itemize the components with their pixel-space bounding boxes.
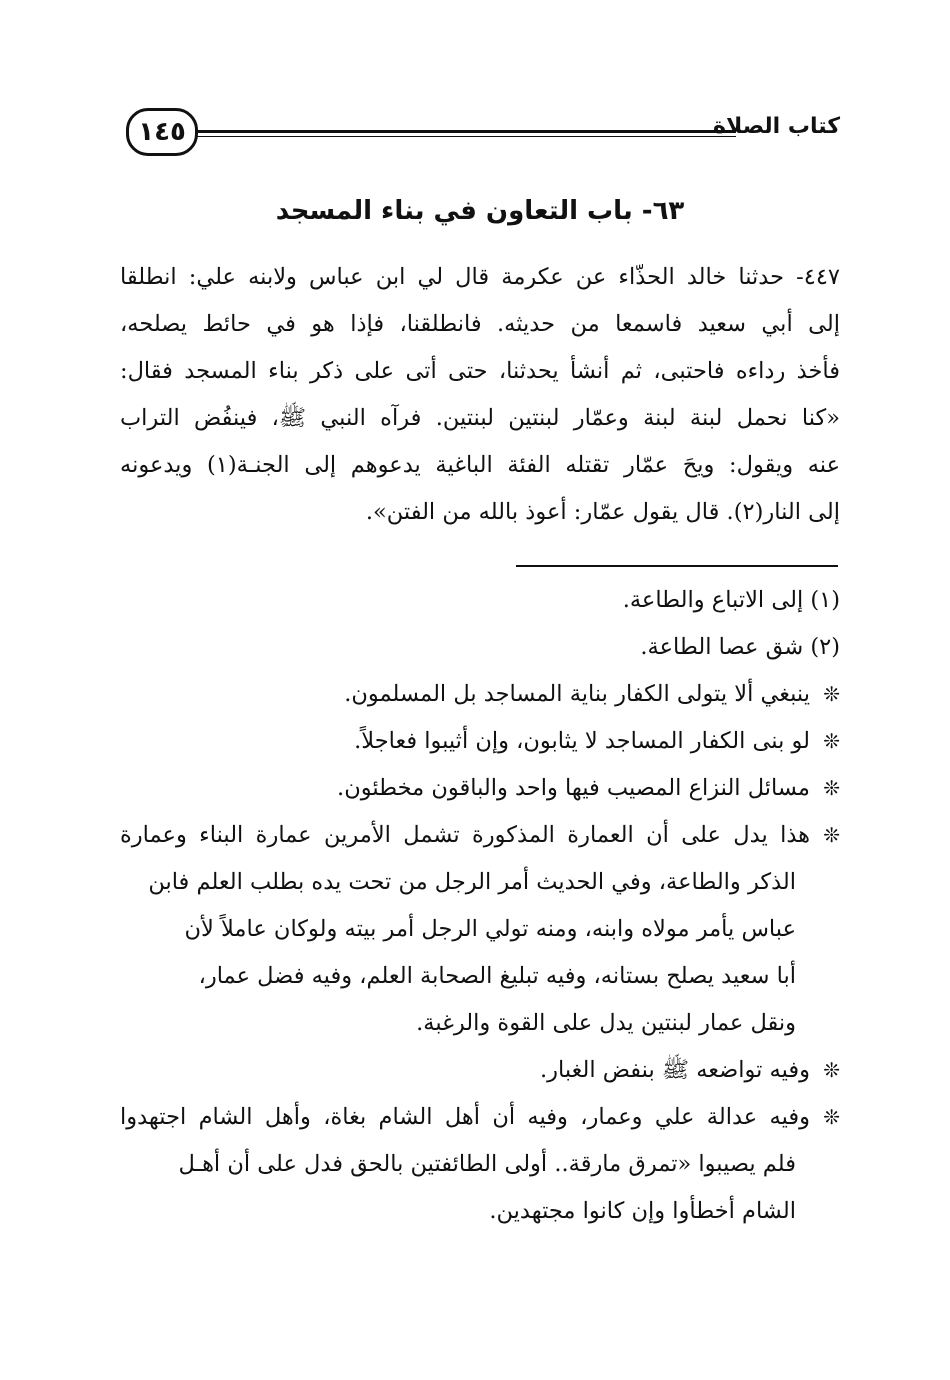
note-line: لو بنى الكفار المساجد لا يثابون، وإن أثيبوا فعاجلاً. (354, 728, 810, 754)
notes-section (120, 577, 840, 1235)
note-item (120, 765, 840, 812)
note-line: الذكر والطاعة، وفي الحديث أمر الرجل من تحت يده بطلب العلم فابن (148, 869, 796, 895)
note-line: مسائل النزاع المصيب فيها واحد والباقون مخطئون. (337, 775, 810, 801)
hadith-line: عنه ويقول: ويحَ عمّار تقتله الفئة الباغية يدعوهم إلى الجنـة(١) ويدعونه (120, 452, 840, 478)
note-line: أبا سعيد يصلح بستانه، وفيه تبليغ الصحابة العلم، وفيه فضل عمار، (198, 963, 796, 989)
note-line: ونقل عمار لبنتين يدل على القوة والرغبة. (416, 1010, 796, 1036)
star-marker-icon: ❊ (823, 729, 840, 753)
hadith-line: فأخذ رداءه فاحتبى، ثم أنشأ يحدثنا، حتى أتى على ذكر بناء المسجد فقال: (120, 358, 840, 384)
star-marker-icon: ❊ (823, 776, 840, 800)
note-line: هذا يدل على أن العمارة المذكورة تشمل الأمرين عمارة البناء وعمارة (120, 822, 810, 848)
hadith-line: ٤٤٧- حدثنا خالد الحذّاء عن عكرمة قال لي ابن عباس ولابنه علي: انطلقا (120, 264, 840, 290)
note-line: فلم يصيبوا «تمرق مارقة.. أولى الطائفتين بالحق فدل على أن أهـل (178, 1151, 796, 1177)
hadith-text (120, 254, 840, 536)
note-item (120, 1094, 840, 1141)
star-marker-icon: ❊ (823, 682, 840, 706)
note-line: وفيه عدالة علي وعمار، وفيه أن أهل الشام بغاة، وأهل الشام اجتهدوا (120, 1104, 810, 1130)
footnote: (٢) شق عصا الطاعة. (640, 634, 840, 660)
star-marker-icon: ❊ (823, 823, 840, 847)
page-number: ١٤٥ (126, 108, 198, 156)
note-item (120, 1047, 840, 1094)
page-header (120, 104, 840, 162)
hadith-line: إلى النار(٢). قال يقول عمّار: أعوذ بالله من الفتن». (365, 499, 840, 525)
note-item (120, 812, 840, 859)
star-marker-icon: ❊ (823, 1058, 840, 1082)
note-line: الشام أخطأوا وإن كانوا مجتهدين. (489, 1198, 796, 1224)
hadith-line: «كنا نحمل لبنة لبنة وعمّار لبنتين لبنتين. فرآه النبي ﷺ، فينفُض التراب (120, 405, 840, 431)
note-line: وفيه تواضعه ﷺ بنفض الغبار. (539, 1057, 810, 1083)
chapter-heading: ٦٣- باب التعاون في بناء المسجد (275, 196, 685, 226)
note-item (120, 671, 840, 718)
header-rule (196, 130, 736, 137)
note-line: عباس يأمر مولاه وابنه، ومنه تولي الرجل أمر بيته ولوكان عاملاً لأن (184, 916, 796, 942)
star-marker-icon: ❊ (823, 1105, 840, 1129)
footnote-separator (516, 565, 838, 567)
hadith-line: إلى أبي سعيد فاسمعا من حديثه. فانطلقنا، فإذا هو في حائط يصلحه، (120, 311, 840, 337)
footnote: (١) إلى الاتباع والطاعة. (622, 587, 840, 613)
note-item (120, 718, 840, 765)
note-line: ينبغي ألا يتولى الكفار بناية المساجد بل المسلمون. (344, 681, 810, 707)
book-title: كتاب الصلاة (713, 114, 840, 139)
